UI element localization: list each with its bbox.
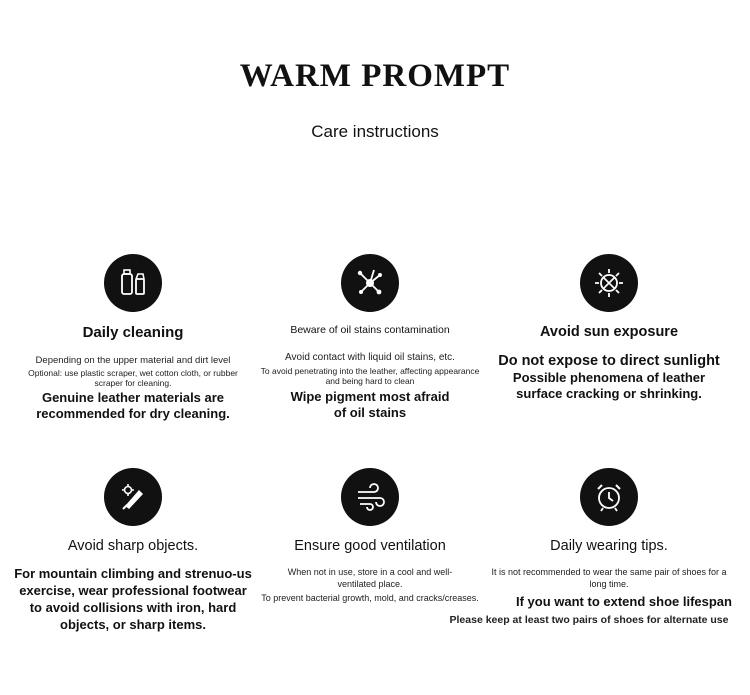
page-title: WARM PROMPT: [239, 58, 511, 94]
card-line2: If you want to extend shoe lifespan: [516, 594, 732, 609]
card-ventilation: [245, 468, 495, 603]
card-line1: Avoid contact with liquid oil stains, etc.: [285, 352, 455, 363]
card-sun-exposure: [484, 254, 734, 402]
card-line1: Depending on the upper material and dirt level: [35, 355, 231, 366]
bottle-brush-icon: [104, 254, 162, 312]
card-sharp-objects: [8, 468, 258, 633]
card-oil-stains: [245, 254, 495, 421]
card-note: Please keep at least two pairs of shoes for alternate use: [449, 614, 729, 626]
page-subtitle: Care instructions: [311, 122, 439, 141]
card-heading: Beware of oil stains contamination: [290, 324, 450, 336]
card-heading: Daily wearing tips.: [550, 538, 668, 554]
sun-icon: [580, 254, 638, 312]
card-line2: To avoid penetrating into the leather, affecting appearance and being hard to clean: [260, 366, 480, 386]
card-heading: Daily cleaning: [82, 324, 184, 341]
card-heading: Avoid sun exposure: [539, 324, 679, 340]
card-line1: It is not recommended to wear the same pair of shoes for a long time.: [491, 567, 727, 589]
card-line1: Do not expose to direct sunlight: [498, 353, 720, 369]
alarm-clock-icon: [580, 468, 638, 526]
oil-stain-icon: [341, 254, 399, 312]
card-line2: To prevent bacterial growth, mold, and cracks/creases.: [261, 593, 479, 603]
card-wearing-tips: [449, 468, 734, 627]
card-daily-cleaning: [8, 254, 258, 422]
card-note: Genuine leather materials are recommended for dry cleaning.: [36, 390, 230, 421]
card-heading: Avoid sharp objects.: [67, 538, 199, 554]
card-note: For mountain climbing and strenuo-us exercise, wear professional footwear to avoid collisions with iron, hard objects, or sharp items.: [14, 566, 252, 632]
card-line2: Optional: use plastic scraper, wet cotton cloth, or rubber scraper for cleaning.: [28, 368, 238, 388]
card-line1: When not in use, store in a cool and well-ventilated place.: [287, 567, 453, 589]
card-note: Wipe pigment most afraid of oil stains: [290, 389, 450, 420]
card-heading: Ensure good ventilation: [294, 538, 446, 554]
wind-icon: [341, 468, 399, 526]
card-note: Possible phenomena of leather surface cracking or shrinking.: [512, 370, 706, 401]
knife-icon: [104, 468, 162, 526]
